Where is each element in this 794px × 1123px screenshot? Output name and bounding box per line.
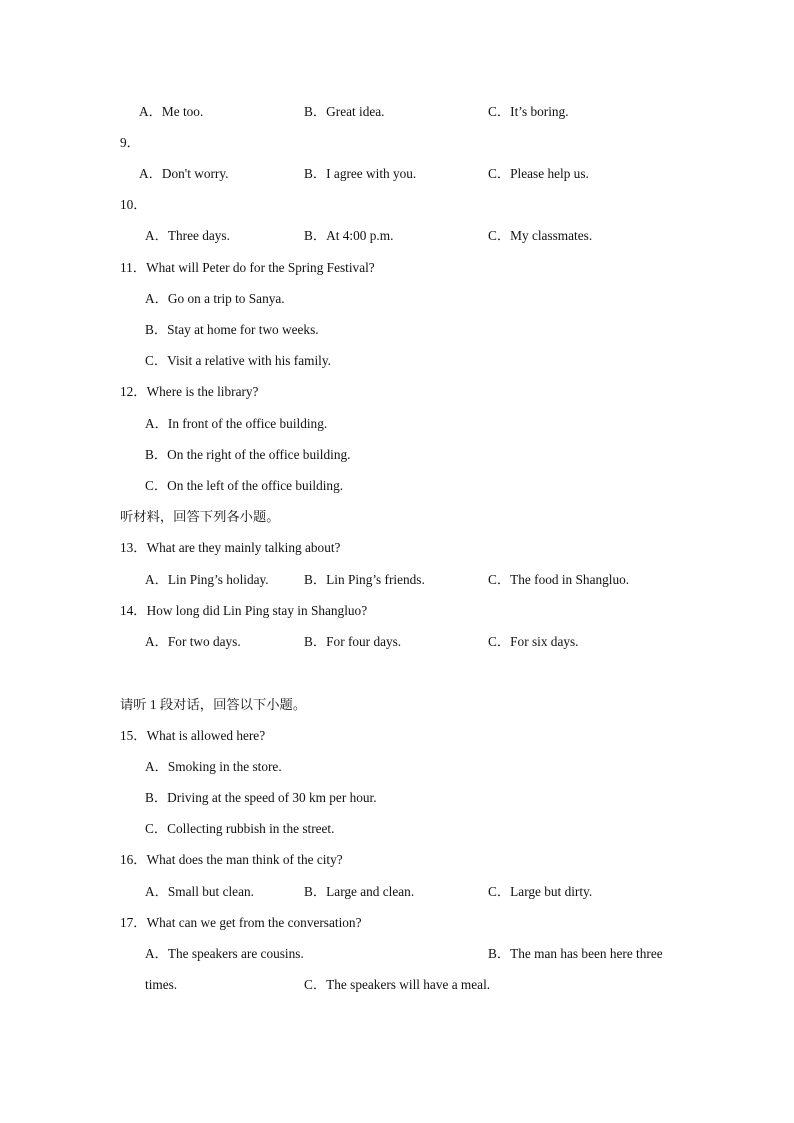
q11-option-c: C．Visit a relative with his family.: [145, 353, 331, 368]
q9-option-a: A．Don't worry.: [139, 166, 229, 181]
q12-option-b: B．On the right of the office building.: [145, 447, 351, 462]
q14-stem: 14．How long did Lin Ping stay in Shangluo?: [120, 603, 368, 618]
q10-option-a: A．Three days.: [145, 228, 230, 243]
q14-option-b: B．For four days.: [304, 634, 402, 649]
q8-option-a: A．Me too.: [139, 104, 204, 119]
q9-option-c: C．Please help us.: [488, 166, 589, 181]
q16-stem: 16．What does the man think of the city?: [120, 852, 343, 867]
q16-option-c: C．Large but dirty.: [488, 884, 593, 899]
q10-option-b: B．At 4:00 p.m.: [304, 228, 394, 243]
q8-option-b: B．Great idea.: [304, 104, 385, 119]
q10-option-c: C．My classmates.: [488, 228, 593, 243]
q13-stem: 13．What are they mainly talking about?: [120, 540, 341, 555]
q12-option-c: C．On the left of the office building.: [145, 478, 344, 493]
q14-option-a: A．For two days.: [145, 634, 241, 649]
q12-stem: 12．Where is the library?: [120, 384, 259, 399]
q17-stem: 17．What can we get from the conversation?: [120, 915, 362, 930]
section-instruction-15-17: 请听 1 段对话，回答以下小题。: [120, 697, 307, 712]
q17-option-a: A．The speakers are cousins.: [145, 946, 304, 961]
q13-option-b: B．Lin Ping’s friends.: [304, 572, 425, 587]
q15-option-a: A．Smoking in the store.: [145, 759, 282, 774]
q9-number: 9．: [120, 135, 140, 150]
q15-option-b: B．Driving at the speed of 30 km per hour.: [145, 790, 377, 805]
q17-option-b-continued: times.: [145, 977, 178, 992]
q16-option-a: A．Small but clean.: [145, 884, 254, 899]
q13-option-c: C．The food in Shangluo.: [488, 572, 630, 587]
q11-option-b: B．Stay at home for two weeks.: [145, 322, 319, 337]
q15-option-c: C．Collecting rubbish in the street.: [145, 821, 335, 836]
q10-number: 10．: [120, 197, 147, 212]
q11-stem: 11．What will Peter do for the Spring Festival?: [120, 260, 375, 275]
q11-option-a: A．Go on a trip to Sanya.: [145, 291, 285, 306]
q13-option-a: A．Lin Ping’s holiday.: [145, 572, 269, 587]
q17-option-c: C．The speakers will have a meal.: [304, 977, 491, 992]
q9-option-b: B．I agree with you.: [304, 166, 417, 181]
q14-option-c: C．For six days.: [488, 634, 579, 649]
q12-option-a: A．In front of the office building.: [145, 416, 328, 431]
q17-option-b: B．The man has been here three: [488, 946, 663, 961]
section-instruction-13-14: 听材料，回答下列各小题。: [120, 509, 280, 524]
q8-option-c: C．It’s boring.: [488, 104, 569, 119]
q16-option-b: B．Large and clean.: [304, 884, 415, 899]
q15-stem: 15．What is allowed here?: [120, 728, 266, 743]
